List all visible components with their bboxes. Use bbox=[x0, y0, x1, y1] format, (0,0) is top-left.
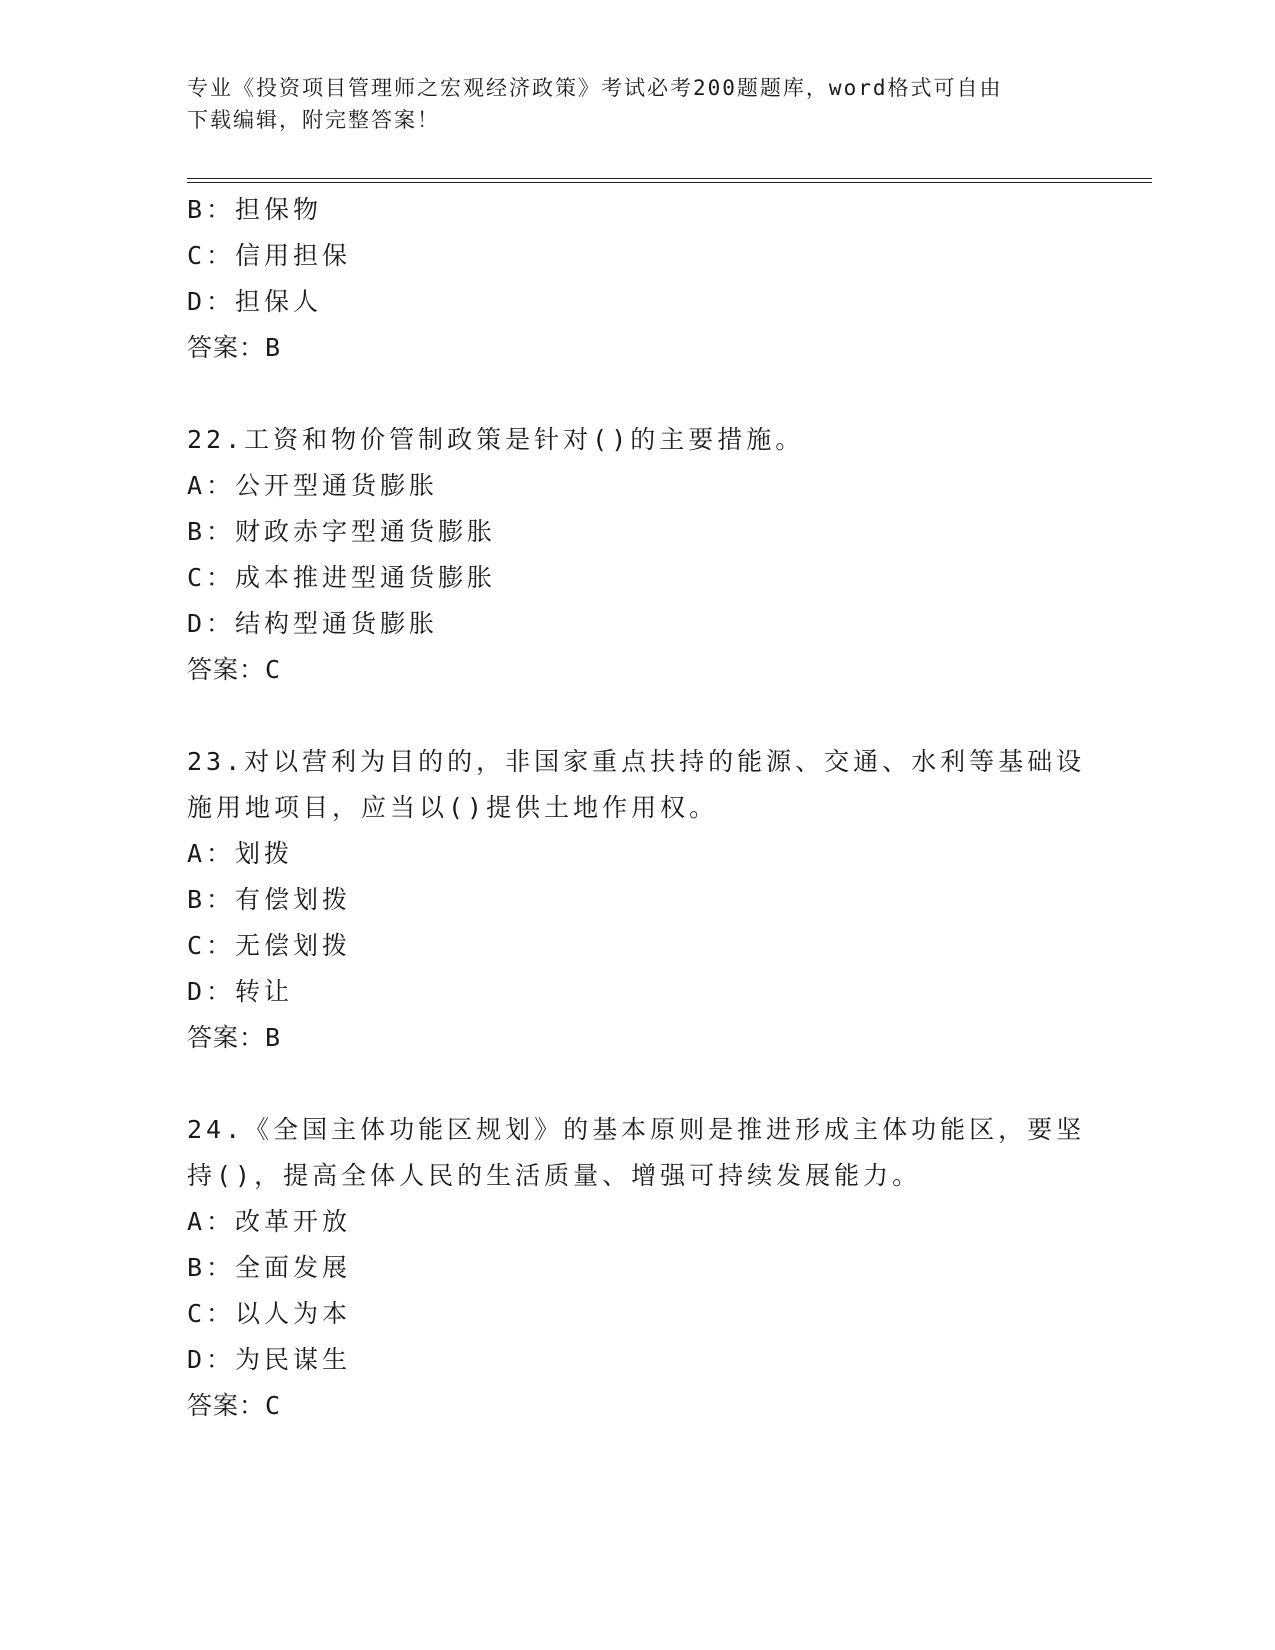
question-text-line-2: 施用地项目，应当以()提供土地作用权。 bbox=[187, 793, 719, 822]
option-b: B：财政赤字型通货膨胀 bbox=[187, 517, 497, 546]
answer-line bbox=[187, 325, 1087, 371]
answer-value: B bbox=[265, 1023, 282, 1052]
answer-label: 答案： bbox=[187, 1023, 266, 1052]
question-text-line-1: 23.对以营利为目的的，非国家重点扶持的能源、交通、水利等基础设 bbox=[187, 747, 1086, 776]
option-d: D：为民谋生 bbox=[187, 1345, 352, 1374]
option-c: C：信用担保 bbox=[187, 241, 352, 270]
option-c: C：以人为本 bbox=[187, 1299, 352, 1328]
answer-label: 答案： bbox=[187, 1391, 266, 1420]
question-gap bbox=[187, 693, 1087, 739]
answer-value: B bbox=[265, 333, 282, 362]
option-b: B：全面发展 bbox=[187, 1253, 352, 1282]
option-a: A：划拨 bbox=[187, 839, 294, 868]
question-block-23 bbox=[187, 739, 1087, 1061]
question-gap bbox=[187, 1061, 1087, 1107]
option-a: A：改革开放 bbox=[187, 1207, 352, 1236]
question-block-22 bbox=[187, 417, 1087, 693]
header-line-1: 专业《投资项目管理师之宏观经济政策》考试必考200题题库，word格式可自由 bbox=[187, 76, 1003, 100]
answer-value: C bbox=[265, 655, 282, 684]
option-d: D：担保人 bbox=[187, 287, 323, 316]
question-text-line-1: 24.《全国主体功能区规划》的基本原则是推进形成主体功能区，要坚 bbox=[187, 1115, 1086, 1144]
answer-line bbox=[187, 1383, 1087, 1429]
answer-line bbox=[187, 1015, 1087, 1061]
question-gap bbox=[187, 371, 1087, 417]
header-rule-top bbox=[187, 178, 1152, 179]
option-b: B：有偿划拨 bbox=[187, 885, 352, 914]
answer-value: C bbox=[265, 1391, 282, 1420]
document-header bbox=[187, 72, 1067, 136]
question-content bbox=[187, 187, 1087, 1429]
question-text: 22.工资和物价管制政策是针对()的主要措施。 bbox=[187, 425, 805, 454]
option-c: C：成本推进型通货膨胀 bbox=[187, 563, 497, 592]
answer-line bbox=[187, 647, 1087, 693]
option-d: D：转让 bbox=[187, 977, 294, 1006]
header-rule-bottom bbox=[187, 182, 1152, 183]
option-a: A：公开型通货膨胀 bbox=[187, 471, 439, 500]
question-text-line-2: 持()，提高全体人民的生活质量、增强可持续发展能力。 bbox=[187, 1161, 922, 1190]
option-d: D：结构型通货膨胀 bbox=[187, 609, 439, 638]
prev-question-block bbox=[187, 187, 1087, 371]
header-line-2: 下载编辑，附完整答案！ bbox=[187, 108, 440, 132]
answer-label: 答案： bbox=[187, 333, 266, 362]
question-block-24 bbox=[187, 1107, 1087, 1429]
option-c: C：无偿划拨 bbox=[187, 931, 352, 960]
option-b: B：担保物 bbox=[187, 195, 323, 224]
answer-label: 答案： bbox=[187, 655, 266, 684]
